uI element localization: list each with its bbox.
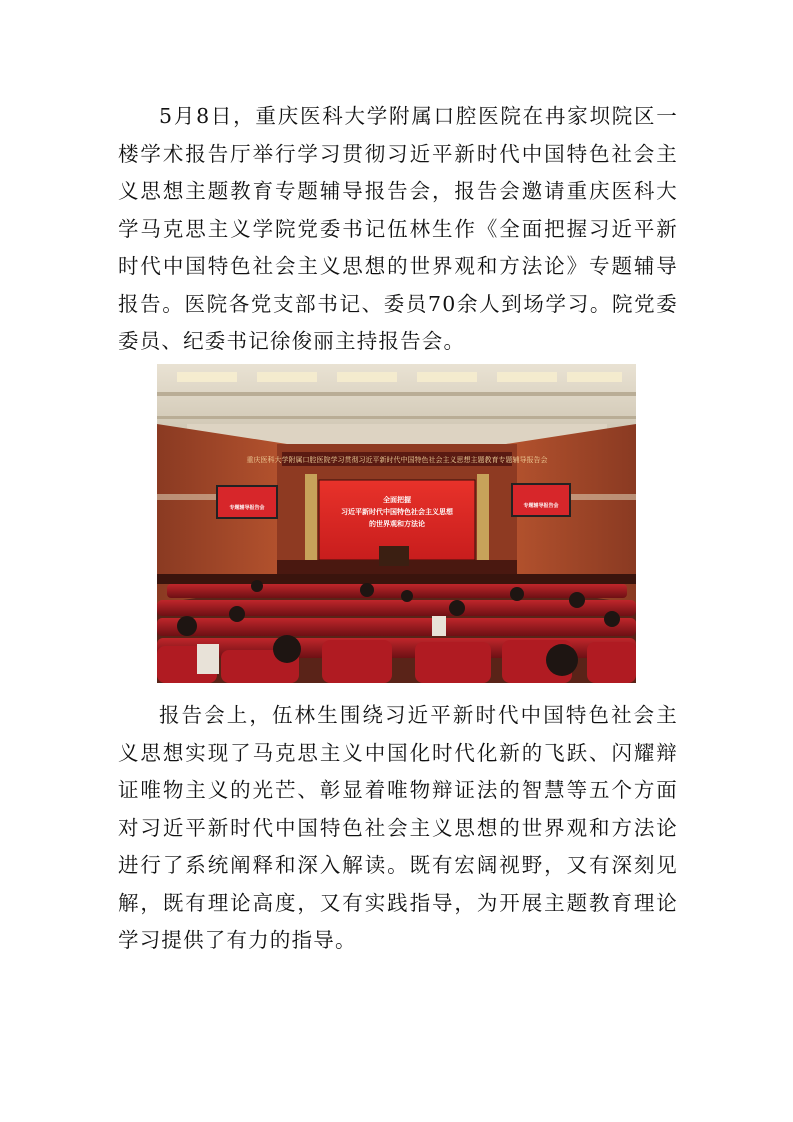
svg-text:重庆医科大学附属口腔医院学习贯彻习近平新时代中国特色社会主义: 重庆医科大学附属口腔医院学习贯彻习近平新时代中国特色社会主义思想主题教育专题辅导报告会 — [246, 456, 548, 464]
right-screen-text: 专题辅导报告会 — [523, 503, 559, 509]
article-paragraph-1: 5月8日，重庆医科大学附属口腔医院在冉家坝院区一楼学术报告厅举行学习贯彻习近平新时代中国特色社会主义思想主题教育专题辅导报告会，报告会邀请重庆医科大学马克思主义学院党委书记伍林生作《全面把握习近平新时代中国特色社会主义思想的世界观和方法论》专题辅导报告。医院各党支部书记、委员70余人到场学习。院党委委员、纪委书记徐俊丽主持报告会。 — [118, 104, 678, 353]
screen-title-line3: 的世界观和方法论 — [369, 520, 425, 528]
article-paragraph-2: 报告会上，伍林生围绕习近平新时代中国特色社会主义思想实现了马克思主义中国化时代化新的飞跃、闪耀辩证唯物主义的光芒、彰显着唯物辩证法的智慧等五个方面对习近平新时代中国特色社会主义思想的世界观和方法论进行了系统阐释和深入解读。既有宏阔视野，又有深刻见解，既有理论高度，又有实践指导，为开展主题教育理论学习提供了有力的指导。 — [118, 703, 678, 952]
screen-title-line1: 全面把握 — [383, 496, 411, 504]
screen-title-line2: 习近平新时代中国特色社会主义思想 — [341, 508, 453, 516]
left-screen-text: 专题辅导报告会 — [229, 505, 265, 511]
lecture-hall-photo — [157, 364, 636, 683]
